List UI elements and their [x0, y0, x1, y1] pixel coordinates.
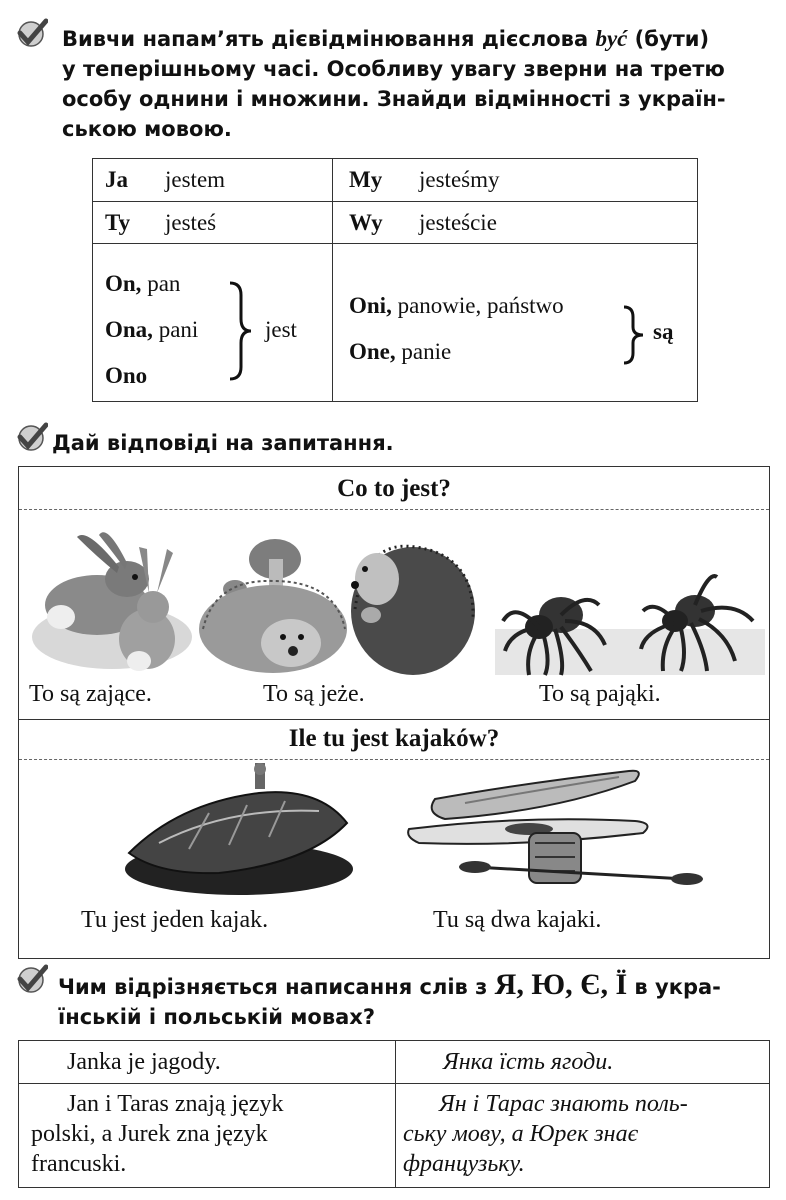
task3-text: Чим відрізняється написання слів з Я, Ю, Є, Ї в укра- їнській і польській мовах? [58, 968, 721, 1029]
answer-rabbits: To są zające. [29, 681, 152, 707]
question-how-many-kayaks: Ile tu jest kajaków? [288, 725, 500, 752]
task2-title: Дай відповіді на запитання. [52, 431, 394, 455]
ukrainian-sentence-1: Янка їсть ягоди. [443, 1049, 614, 1075]
brace-right [621, 305, 645, 365]
ukrainian-sentence-2: Ян і Тарас знають поль- ську мову, а Юрек знає французьку. [403, 1091, 688, 1177]
brace-left [227, 281, 253, 381]
check-mark-icon [14, 422, 48, 452]
polish-sentence-1: Janka je jagody. [67, 1049, 221, 1075]
answer-spiders: To są pająki. [539, 681, 661, 707]
questions-box [18, 466, 770, 959]
question-what-is-it: Co to jest? [337, 475, 451, 502]
kayaks-two-illustration [405, 763, 705, 903]
hedgehogs-illustration [195, 519, 485, 679]
polish-sentence-2: Jan i Taras znają język polski, a Jurek zna język francuski. [31, 1091, 284, 1177]
spiders-illustration [495, 571, 765, 681]
spelling-comparison-table [18, 1040, 770, 1188]
answer-one-kayak: Tu jest jeden kajak. [81, 907, 269, 933]
rabbits-illustration [27, 527, 197, 677]
conjugation-table: Ja jestem My jesteśmy Ty jesteś Wy jesteście On, pan Ona, pani Ono jest Oni, panowie, państwo One, panie są [92, 158, 698, 402]
check-mark-icon [14, 964, 48, 994]
answer-hedgehogs: To są jeże. [263, 681, 365, 707]
kayak-single-illustration [119, 763, 359, 903]
answer-two-kayaks: Tu są dwa kajaki. [433, 907, 602, 933]
task1-text: Вивчи напам’ять дієвідмінювання дієслова być (бути) у теперішньому часі. Особливу увагу зверни на третю особу однини і множини. Знайди відмінності з україн- ською мовою. [62, 26, 726, 141]
check-mark-icon [14, 18, 48, 48]
